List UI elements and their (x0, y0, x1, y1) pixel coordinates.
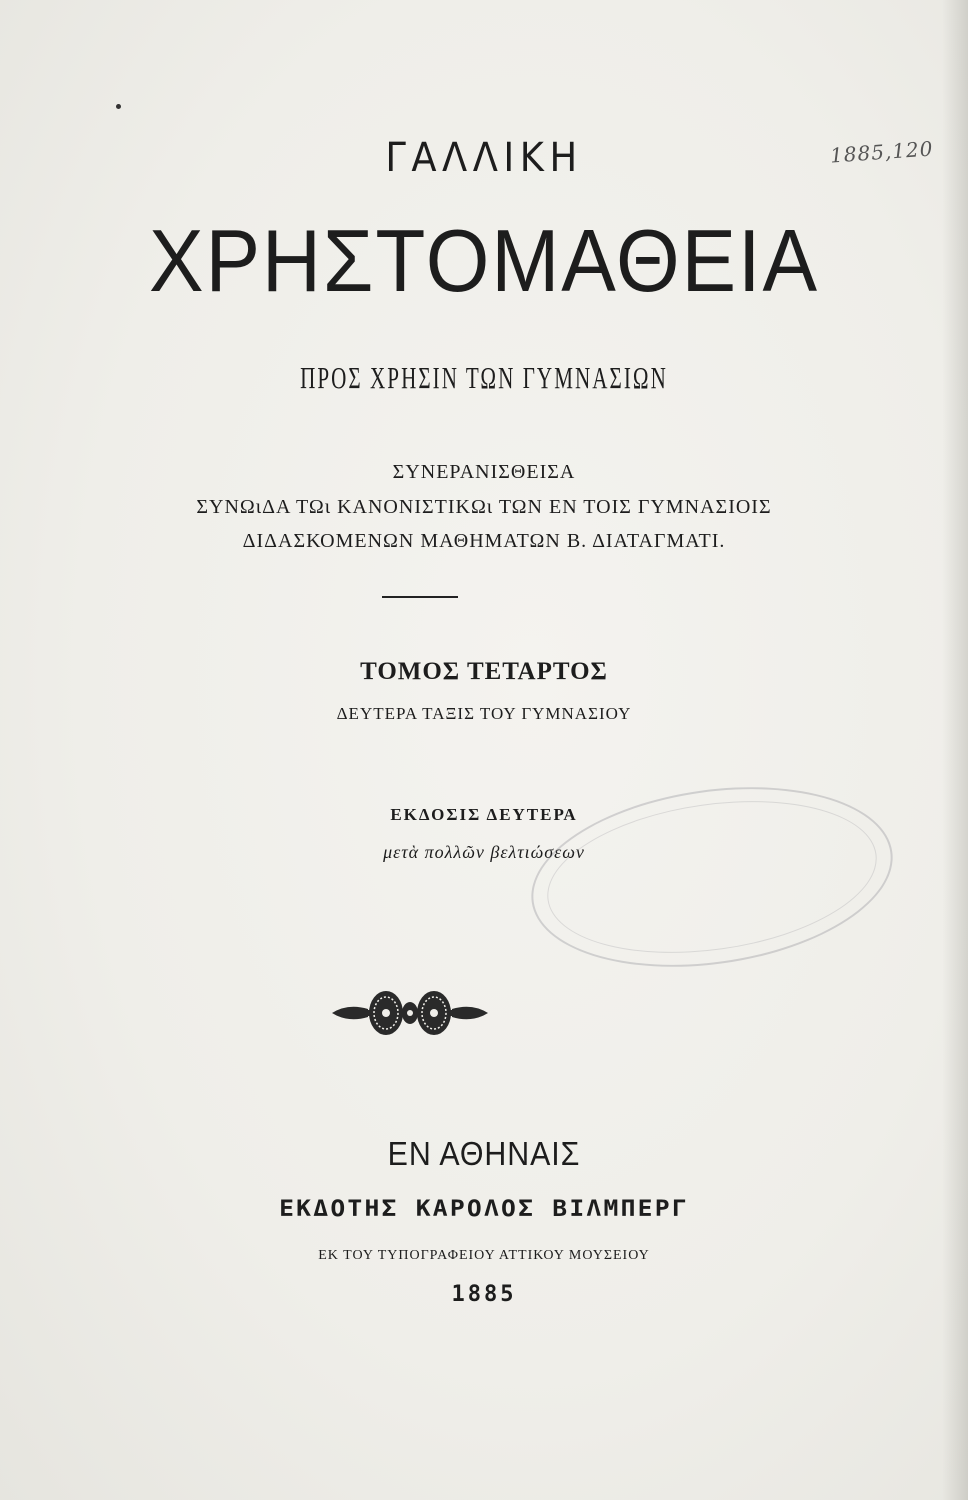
compiled-line-1: ΣΥΝΕΡΑΝΙΣΘΕΙΣΑ (392, 461, 576, 483)
compiled-line-3: ΔΙΔΑΣΚΟΜΕΝΩΝ ΜΑΘΗΜΑΤΩΝ Β. ΔΙΑΤΑΓΜΑΤΙ. (242, 530, 726, 552)
imprint-publisher: ΕΚΔΟΤΗΣ ΚΑΡΟΛΟΣ ΒΙΛΜΠΕΡΓ (279, 1197, 689, 1222)
purpose-line: ΠΡΟΣ ΧΡΗΣΙΝ ΤΩΝ ΓΥΜΝΑΣΙΩΝ (300, 360, 668, 395)
title-line-1: ΓΑΛΛΙΚΗ (385, 135, 583, 181)
imprint-year: 1885 (451, 1282, 517, 1307)
edition-note: μετὰ πολλῶν βελτιώσεων (383, 842, 585, 862)
page-shadow (942, 0, 968, 1500)
divider-rule (382, 596, 458, 598)
ink-speck (116, 104, 121, 109)
ornament-icon (328, 985, 492, 1041)
volume-subtitle: ΔΕΥΤΕΡΑ ΤΑΞΙΣ ΤΟΥ ΓΥΜΝΑΣΙΟΥ (336, 704, 632, 723)
imprint-place: ΕΝ ΑΘΗΝΑΙΣ (387, 1135, 581, 1172)
edition-title: ΕΚΔΟΣΙΣ ΔΕΥΤΕΡΑ (390, 805, 578, 824)
volume-title: ΤΟΜΟΣ ΤΕΤΑΡΤΟΣ (360, 658, 608, 685)
compiled-line-2: ΣΥΝΩιΔΑ ΤΩι ΚΑΝΟΝΙΣΤΙΚΩι ΤΩΝ ΕΝ ΤΟΙΣ ΓΥΜΝΑΣΙΟΙΣ (196, 496, 772, 518)
imprint-printer: ΕΚ ΤΟΥ ΤΥΠΟΓΡΑΦΕΙΟΥ ΑΤΤΙΚΟΥ ΜΟΥΣΕΙΟΥ (318, 1248, 650, 1263)
library-stamp (520, 766, 905, 989)
handwritten-shelfmark: 1885,120 (829, 136, 935, 168)
title-line-2: ΧΡΗΣΤΟΜΑΘΕΙΑ (149, 211, 819, 310)
